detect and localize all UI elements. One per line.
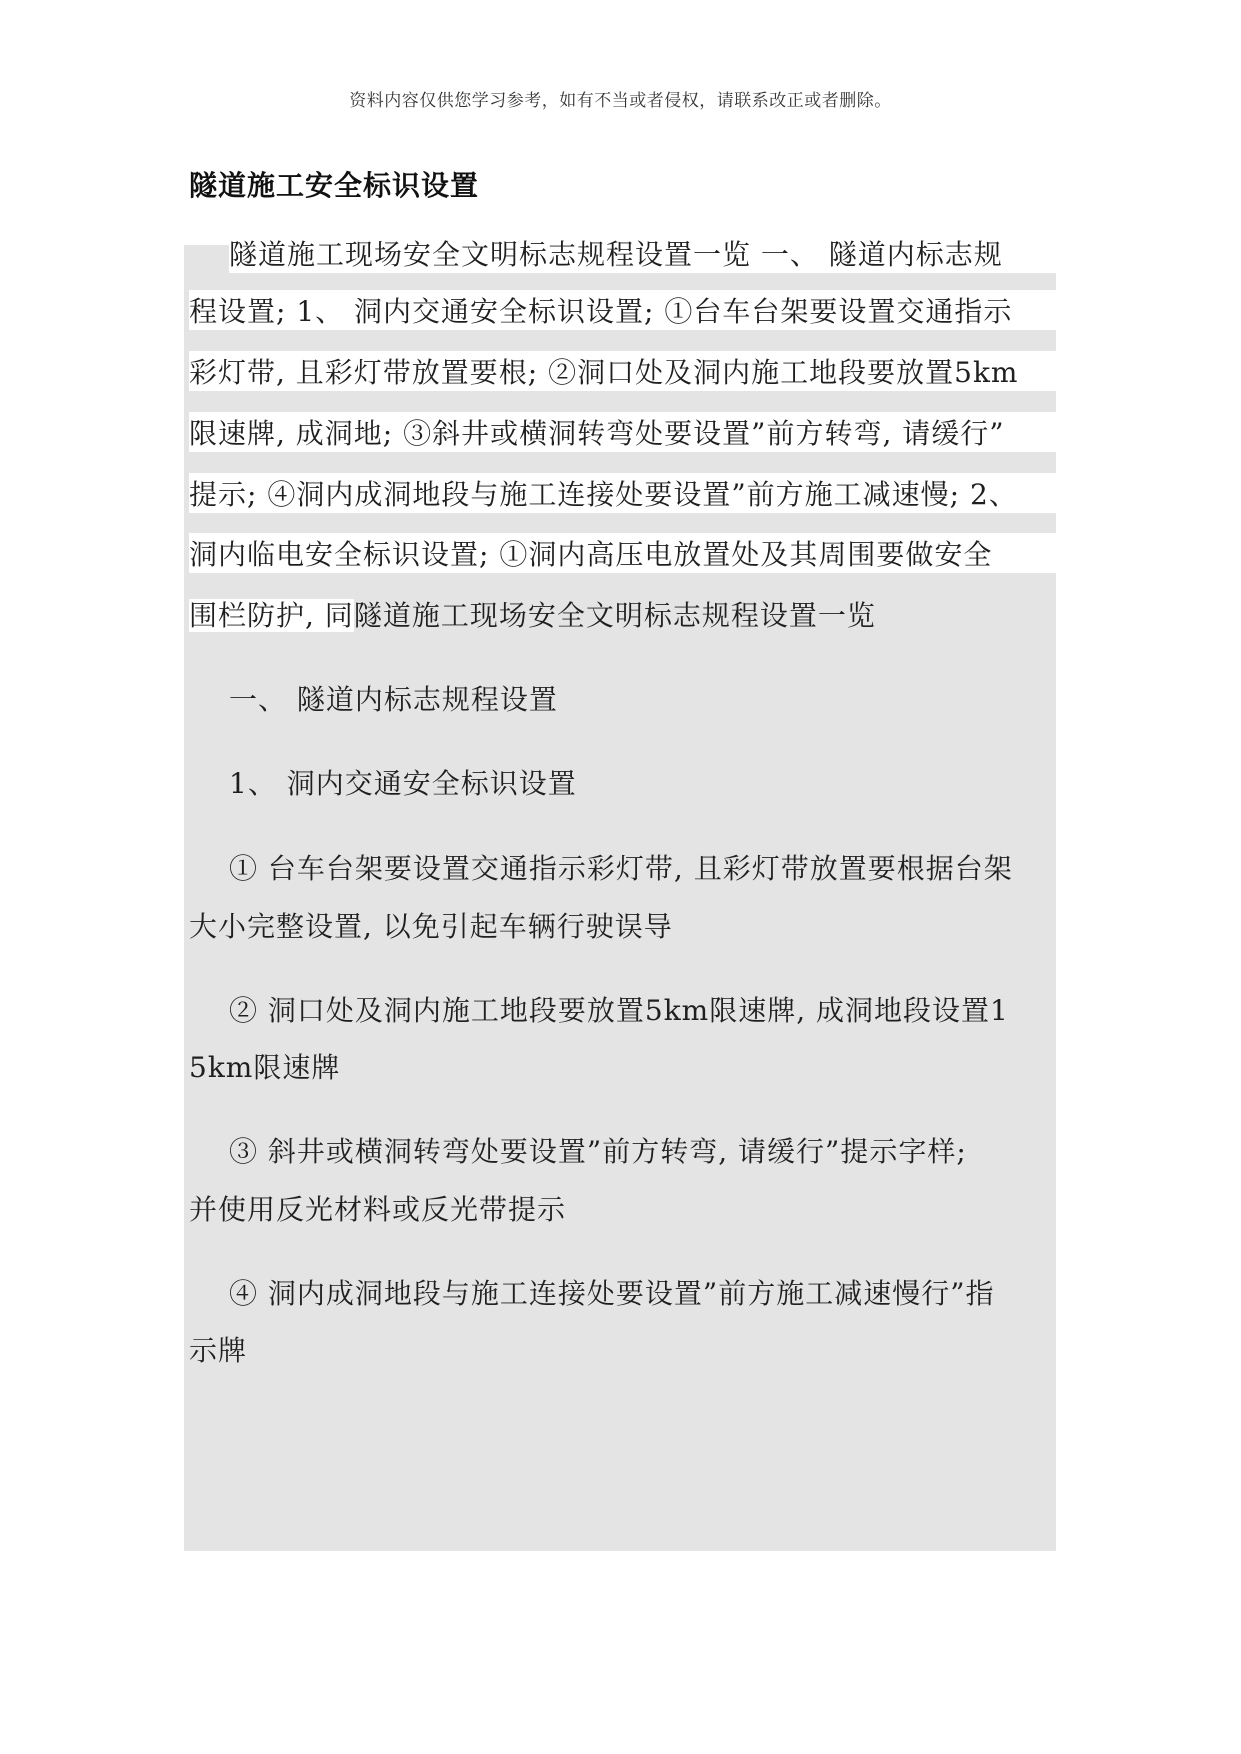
item-4-line-2: 示牌 xyxy=(189,1334,248,1367)
item-1-line-2: 大小完整设置, 以免引起车辆行驶误导 xyxy=(189,910,673,943)
summary-line-2: 程设置; 1、 洞内交通安全标识设置; ①台车台架要设置交通指示 xyxy=(189,290,1089,330)
section-heading: 一、 隧道内标志规程设置 xyxy=(229,683,558,716)
subsection-heading: 1、 洞内交通安全标识设置 xyxy=(229,767,577,800)
summary-line-1: 隧道施工现场安全文明标志规程设置一览 一、 隧道内标志规 xyxy=(229,233,1089,273)
item-1-line-1: ① 台车台架要设置交通指示彩灯带, 且彩灯带放置要根据台架 xyxy=(229,852,1013,885)
summary-line-6: 洞内临电安全标识设置; ①洞内高压电放置处及其周围要做安全 xyxy=(189,533,1089,573)
item-4-line-1: ④ 洞内成洞地段与施工连接处要设置”前方施工减速慢行”指 xyxy=(229,1277,995,1310)
document-title: 隧道施工安全标识设置 xyxy=(189,169,480,202)
summary-line-3: 彩灯带, 且彩灯带放置要根; ②洞口处及洞内施工地段要放置5km xyxy=(189,351,1089,391)
summary-line-7 xyxy=(189,594,876,634)
summary-line-7-start: 围栏防护, 同 xyxy=(189,599,354,632)
item-3-line-2: 并使用反光材料或反光带提示 xyxy=(189,1193,567,1226)
item-2-line-2: 5km限速牌 xyxy=(189,1051,341,1084)
summary-line-5: 提示; ④洞内成洞地段与施工连接处要设置”前方施工减速慢; 2、 xyxy=(189,473,1089,513)
item-3-line-1: ③ 斜井或横洞转弯处要设置”前方转弯, 请缓行”提示字样; xyxy=(229,1135,967,1168)
summary-line-4: 限速牌, 成洞地; ③斜井或横洞转弯处要设置”前方转弯, 请缓行” xyxy=(189,412,1089,452)
item-2-line-1: ② 洞口处及洞内施工地段要放置5km限速牌, 成洞地段设置1 xyxy=(229,994,1009,1027)
page-disclaimer: 资料内容仅供您学习参考，如有不当或者侵权，请联系改正或者删除。 xyxy=(349,91,892,111)
summary-line-7-tail: 隧道施工现场安全文明标志规程设置一览 xyxy=(353,599,876,632)
